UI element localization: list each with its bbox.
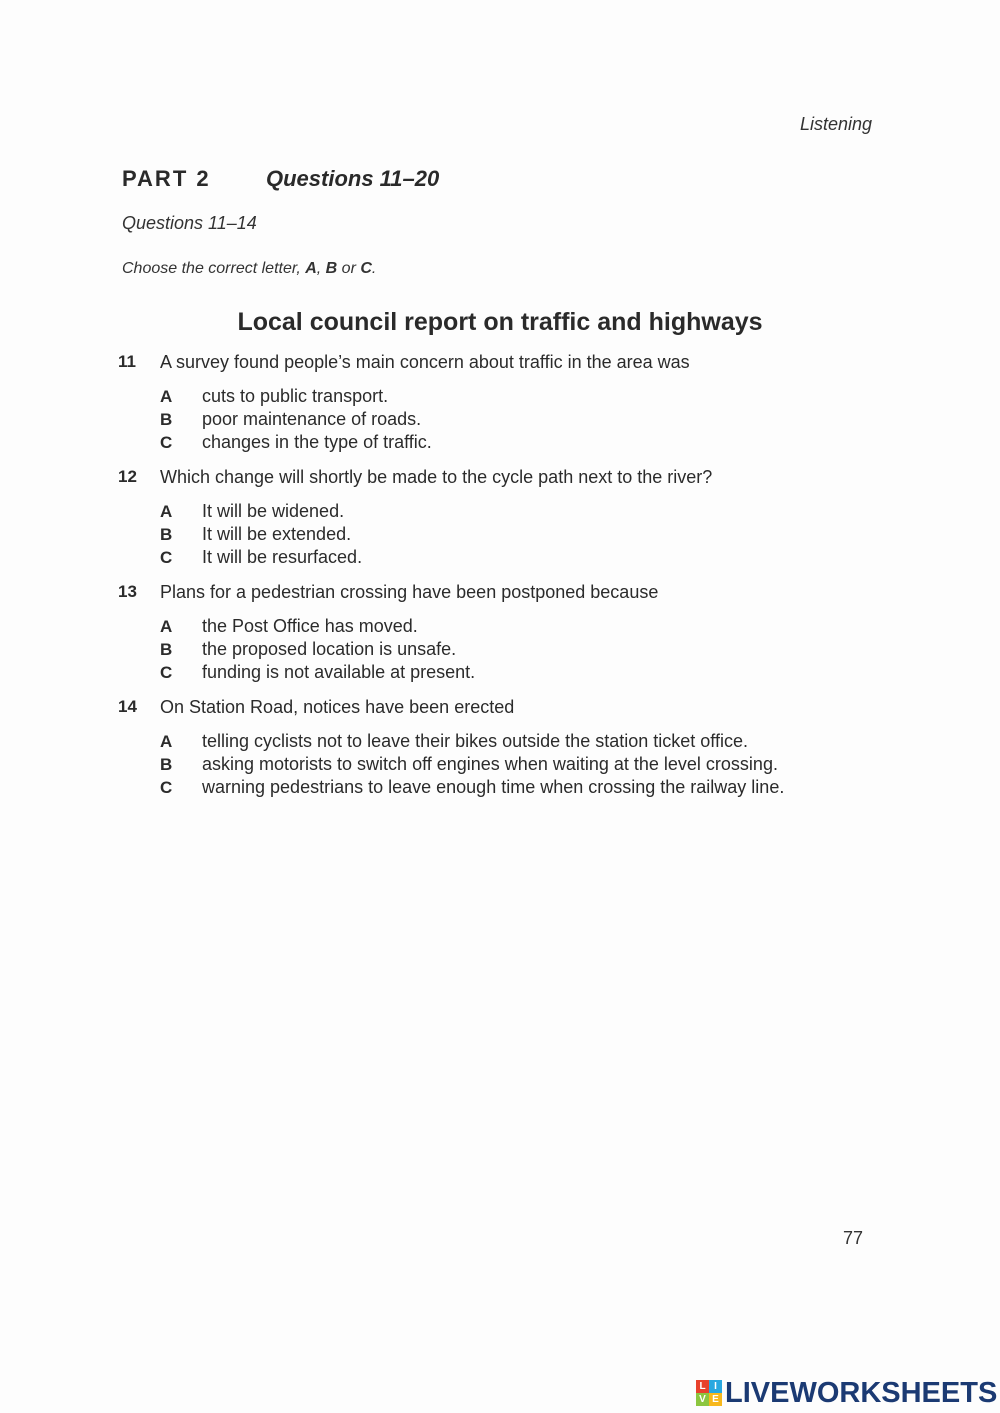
question-14 bbox=[118, 695, 878, 799]
option-letter: B bbox=[160, 640, 173, 659]
liveworksheets-logo-icon bbox=[696, 1380, 722, 1406]
question-number: 14 bbox=[118, 697, 137, 716]
option-letter: C bbox=[160, 433, 173, 452]
option-c[interactable] bbox=[160, 776, 878, 799]
question-number: 11 bbox=[118, 352, 136, 371]
option-letter: A bbox=[160, 387, 173, 406]
question-number: 12 bbox=[118, 467, 137, 486]
option-c[interactable] bbox=[160, 661, 878, 684]
option-letter: C bbox=[160, 663, 173, 682]
instruction-text bbox=[122, 260, 376, 278]
question-stem bbox=[118, 465, 878, 489]
option-b[interactable] bbox=[160, 753, 878, 776]
option-text: It will be extended. bbox=[202, 524, 352, 544]
question-number: 13 bbox=[118, 582, 137, 601]
logo-letter: I bbox=[709, 1380, 722, 1393]
option-text: telling cyclists not to leave their bikes outside the station ticket office. bbox=[202, 731, 748, 751]
section-label: Listening bbox=[800, 114, 873, 134]
option-list bbox=[160, 500, 878, 569]
option-a[interactable] bbox=[160, 500, 878, 523]
option-a[interactable] bbox=[160, 615, 878, 638]
instruction-letter-b: B bbox=[325, 260, 338, 277]
page-number: 77 bbox=[843, 1228, 864, 1248]
option-a[interactable] bbox=[160, 385, 878, 408]
option-list bbox=[160, 615, 878, 684]
logo-letter: E bbox=[709, 1393, 722, 1406]
option-letter: B bbox=[160, 525, 173, 544]
part-label: PART 2 bbox=[122, 166, 211, 191]
logo-letter: L bbox=[696, 1380, 709, 1393]
option-letter: A bbox=[160, 732, 173, 751]
option-text: It will be resurfaced. bbox=[202, 547, 363, 567]
question-11 bbox=[118, 350, 878, 454]
instruction-sep1: , bbox=[316, 260, 326, 277]
option-letter: C bbox=[160, 778, 173, 797]
option-letter: C bbox=[160, 548, 173, 567]
option-letter: B bbox=[160, 410, 173, 429]
instruction-letter-c: C bbox=[360, 260, 372, 277]
instruction-letter-a: A bbox=[305, 260, 317, 277]
option-a[interactable] bbox=[160, 730, 878, 753]
part-heading bbox=[122, 166, 439, 192]
option-text: asking motorists to switch off engines when waiting at the level crossing. bbox=[202, 754, 778, 774]
liveworksheets-brand[interactable] bbox=[696, 1376, 997, 1410]
question-stem bbox=[118, 695, 878, 719]
option-c[interactable] bbox=[160, 546, 878, 569]
option-letter: A bbox=[160, 617, 173, 636]
question-text: Plans for a pedestrian crossing have been postponed because bbox=[160, 582, 659, 602]
option-letter: A bbox=[160, 502, 173, 521]
instruction-suffix: . bbox=[371, 260, 377, 277]
option-b[interactable] bbox=[160, 523, 878, 546]
question-stem bbox=[118, 350, 878, 374]
option-text: warning pedestrians to leave enough time when crossing the railway line. bbox=[202, 777, 785, 797]
option-text: the Post Office has moved. bbox=[202, 616, 418, 636]
option-text: the proposed location is unsafe. bbox=[202, 639, 457, 659]
option-letter: B bbox=[160, 755, 173, 774]
question-text: On Station Road, notices have been erected bbox=[160, 697, 515, 717]
option-text: It will be widened. bbox=[202, 501, 345, 521]
report-title: Local council report on traffic and highways bbox=[237, 308, 763, 336]
question-stem bbox=[118, 580, 878, 604]
part-questions-range: Questions 11–20 bbox=[266, 166, 440, 191]
question-12 bbox=[118, 465, 878, 569]
instruction-prefix: Choose the correct letter, bbox=[122, 260, 306, 277]
option-list bbox=[160, 385, 878, 454]
instruction-sep2: or bbox=[337, 260, 361, 277]
option-list bbox=[160, 730, 878, 799]
option-c[interactable] bbox=[160, 431, 878, 454]
question-13 bbox=[118, 580, 878, 684]
option-text: changes in the type of traffic. bbox=[202, 432, 432, 452]
question-text: Which change will shortly be made to the cycle path next to the river? bbox=[160, 467, 713, 487]
brand-name: LIVEWORKSHEETS bbox=[725, 1376, 998, 1409]
questions-subheading: Questions 11–14 bbox=[122, 213, 257, 233]
question-text: A survey found people’s main concern about traffic in the area was bbox=[160, 352, 690, 372]
option-text: poor maintenance of roads. bbox=[202, 409, 422, 429]
option-text: cuts to public transport. bbox=[202, 386, 389, 406]
logo-letter: V bbox=[696, 1393, 709, 1406]
option-b[interactable] bbox=[160, 408, 878, 431]
option-b[interactable] bbox=[160, 638, 878, 661]
option-text: funding is not available at present. bbox=[202, 662, 476, 682]
